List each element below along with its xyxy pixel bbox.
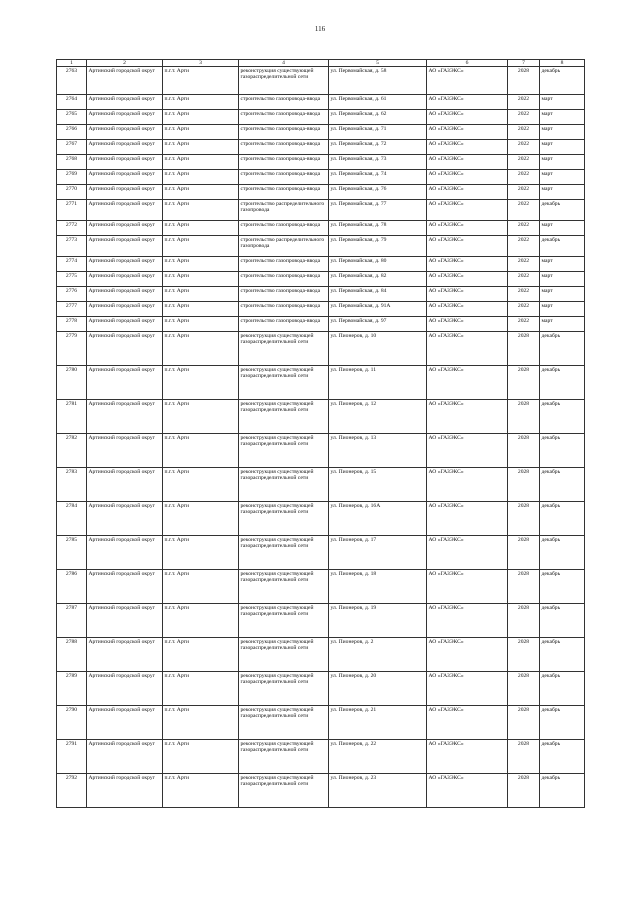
district-cell: Артинский городской округ [87, 536, 163, 570]
settlement-cell: п.г.т. Арти [163, 434, 239, 468]
month-cell: март [540, 221, 585, 236]
work-type-cell: строительство газопровода-ввода [239, 185, 329, 200]
year-cell: 2028 [508, 332, 540, 366]
work-type-cell: реконструкция существующей газораспределительной сети [239, 774, 329, 808]
month-cell: март [540, 95, 585, 110]
district-cell: Артинский городской округ [87, 400, 163, 434]
table-row [57, 604, 585, 638]
work-type-cell: реконструкция существующей газораспределительной сети [239, 434, 329, 468]
year-cell: 2028 [508, 638, 540, 672]
settlement-cell: п.г.т. Арти [163, 706, 239, 740]
district-cell: Артинский городской округ [87, 287, 163, 302]
month-cell: декабрь [540, 332, 585, 366]
address-cell: ул. Пионеров, д. 20 [329, 672, 427, 706]
work-type-cell: реконструкция существующей газораспределительной сети [239, 672, 329, 706]
address-cell: ул. Первомайская, д. 91А [329, 302, 427, 317]
district-cell: Артинский городской округ [87, 672, 163, 706]
settlement-cell: п.г.т. Арти [163, 317, 239, 332]
work-type-cell: строительство распределительного газопровода [239, 200, 329, 221]
settlement-cell: п.г.т. Арти [163, 95, 239, 110]
table-row [57, 302, 585, 317]
year-cell: 2022 [508, 200, 540, 221]
month-cell: декабрь [540, 638, 585, 672]
district-cell: Артинский городской округ [87, 110, 163, 125]
year-cell: 2028 [508, 366, 540, 400]
settlement-cell: п.г.т. Арти [163, 740, 239, 774]
district-cell: Артинский городской округ [87, 774, 163, 808]
address-cell: ул. Первомайская, д. 84 [329, 287, 427, 302]
year-cell: 2028 [508, 468, 540, 502]
page-number: 116 [314, 25, 326, 33]
month-cell: декабрь [540, 200, 585, 221]
address-cell: ул. Пионеров, д. 11 [329, 366, 427, 400]
district-cell: Артинский городской округ [87, 638, 163, 672]
table-row [57, 317, 585, 332]
year-cell: 2022 [508, 257, 540, 272]
column-number: 8 [540, 60, 585, 67]
district-cell: Артинский городской округ [87, 125, 163, 140]
organization-cell: АО «ГАЗЭКС» [427, 110, 508, 125]
district-cell: Артинский городской округ [87, 302, 163, 317]
year-cell: 2028 [508, 604, 540, 638]
address-cell: ул. Первомайская, д. 79 [329, 236, 427, 257]
year-cell: 2022 [508, 170, 540, 185]
year-cell: 2022 [508, 95, 540, 110]
year-cell: 2028 [508, 400, 540, 434]
address-cell: ул. Первомайская, д. 74 [329, 170, 427, 185]
district-cell: Артинский городской округ [87, 502, 163, 536]
district-cell: Артинский городской округ [87, 200, 163, 221]
table-body [57, 67, 585, 808]
row-number: 2770 [57, 185, 87, 200]
work-type-cell: строительство газопровода-ввода [239, 110, 329, 125]
month-cell: декабрь [540, 400, 585, 434]
year-cell: 2028 [508, 502, 540, 536]
table-row [57, 332, 585, 366]
settlement-cell: п.г.т. Арти [163, 236, 239, 257]
organization-cell: АО «ГАЗЭКС» [427, 332, 508, 366]
organization-cell: АО «ГАЗЭКС» [427, 302, 508, 317]
address-cell: ул. Пионеров, д. 18 [329, 570, 427, 604]
settlement-cell: п.г.т. Арти [163, 125, 239, 140]
work-type-cell: реконструкция существующей газораспределительной сети [239, 706, 329, 740]
row-number: 2788 [57, 638, 87, 672]
address-cell: ул. Первомайская, д. 71 [329, 125, 427, 140]
settlement-cell: п.г.т. Арти [163, 185, 239, 200]
year-cell: 2028 [508, 434, 540, 468]
row-number: 2771 [57, 200, 87, 221]
row-number: 2790 [57, 706, 87, 740]
table-row [57, 200, 585, 221]
table-row [57, 272, 585, 287]
row-number: 2785 [57, 536, 87, 570]
address-cell: ул. Первомайская, д. 78 [329, 221, 427, 236]
year-cell: 2028 [508, 740, 540, 774]
row-number: 2783 [57, 468, 87, 502]
work-type-cell: строительство газопровода-ввода [239, 95, 329, 110]
row-number: 2766 [57, 125, 87, 140]
district-cell: Артинский городской округ [87, 236, 163, 257]
month-cell: март [540, 125, 585, 140]
row-number: 2768 [57, 155, 87, 170]
work-type-cell: строительство газопровода-ввода [239, 272, 329, 287]
row-number: 2791 [57, 740, 87, 774]
row-number: 2775 [57, 272, 87, 287]
row-number: 2767 [57, 140, 87, 155]
row-number: 2784 [57, 502, 87, 536]
settlement-cell: п.г.т. Арти [163, 400, 239, 434]
month-cell: декабрь [540, 502, 585, 536]
organization-cell: АО «ГАЗЭКС» [427, 155, 508, 170]
settlement-cell: п.г.т. Арти [163, 332, 239, 366]
month-cell: март [540, 257, 585, 272]
month-cell: декабрь [540, 236, 585, 257]
column-number: 5 [329, 60, 427, 67]
row-number: 2780 [57, 366, 87, 400]
work-type-cell: строительство газопровода-ввода [239, 257, 329, 272]
settlement-cell: п.г.т. Арти [163, 604, 239, 638]
organization-cell: АО «ГАЗЭКС» [427, 400, 508, 434]
table-row [57, 125, 585, 140]
month-cell: декабрь [540, 434, 585, 468]
row-number: 2776 [57, 287, 87, 302]
settlement-cell: п.г.т. Арти [163, 570, 239, 604]
month-cell: март [540, 110, 585, 125]
month-cell: декабрь [540, 536, 585, 570]
year-cell: 2028 [508, 536, 540, 570]
organization-cell: АО «ГАЗЭКС» [427, 140, 508, 155]
address-cell: ул. Пионеров, д. 10 [329, 332, 427, 366]
settlement-cell: п.г.т. Арти [163, 221, 239, 236]
work-type-cell: реконструкция существующей газораспределительной сети [239, 67, 329, 95]
address-cell: ул. Пионеров, д. 2 [329, 638, 427, 672]
year-cell: 2022 [508, 287, 540, 302]
table-row [57, 67, 585, 95]
month-cell: март [540, 140, 585, 155]
row-number: 2781 [57, 400, 87, 434]
row-number: 2769 [57, 170, 87, 185]
organization-cell: АО «ГАЗЭКС» [427, 200, 508, 221]
work-type-cell: строительство газопровода-ввода [239, 221, 329, 236]
row-number: 2787 [57, 604, 87, 638]
district-cell: Артинский городской округ [87, 366, 163, 400]
district-cell: Артинский городской округ [87, 67, 163, 95]
column-number: 7 [508, 60, 540, 67]
table-row [57, 740, 585, 774]
organization-cell: АО «ГАЗЭКС» [427, 672, 508, 706]
address-cell: ул. Пионеров, д. 16А [329, 502, 427, 536]
district-cell: Артинский городской округ [87, 95, 163, 110]
work-type-cell: строительство газопровода-ввода [239, 170, 329, 185]
row-number: 2773 [57, 236, 87, 257]
table-row [57, 366, 585, 400]
month-cell: март [540, 317, 585, 332]
district-cell: Артинский городской округ [87, 570, 163, 604]
settlement-cell: п.г.т. Арти [163, 536, 239, 570]
address-cell: ул. Первомайская, д. 73 [329, 155, 427, 170]
district-cell: Артинский городской округ [87, 434, 163, 468]
organization-cell: АО «ГАЗЭКС» [427, 536, 508, 570]
address-cell: ул. Пионеров, д. 12 [329, 400, 427, 434]
year-cell: 2028 [508, 570, 540, 604]
district-cell: Артинский городской округ [87, 468, 163, 502]
address-cell: ул. Пионеров, д. 13 [329, 434, 427, 468]
settlement-cell: п.г.т. Арти [163, 287, 239, 302]
month-cell: декабрь [540, 366, 585, 400]
column-number: 1 [57, 60, 87, 67]
work-type-cell: реконструкция существующей газораспределительной сети [239, 502, 329, 536]
organization-cell: АО «ГАЗЭКС» [427, 740, 508, 774]
row-number: 2772 [57, 221, 87, 236]
column-number: 3 [163, 60, 239, 67]
year-cell: 2028 [508, 672, 540, 706]
settlement-cell: п.г.т. Арти [163, 672, 239, 706]
year-cell: 2022 [508, 140, 540, 155]
table-row [57, 672, 585, 706]
settlement-cell: п.г.т. Арти [163, 302, 239, 317]
month-cell: март [540, 302, 585, 317]
organization-cell: АО «ГАЗЭКС» [427, 774, 508, 808]
row-number: 2789 [57, 672, 87, 706]
organization-cell: АО «ГАЗЭКС» [427, 570, 508, 604]
work-type-cell: строительство газопровода-ввода [239, 140, 329, 155]
address-cell: ул. Первомайская, д. 58 [329, 67, 427, 95]
month-cell: декабрь [540, 740, 585, 774]
year-cell: 2022 [508, 125, 540, 140]
work-type-cell: строительство газопровода-ввода [239, 155, 329, 170]
table-row [57, 287, 585, 302]
row-number: 2764 [57, 95, 87, 110]
settlement-cell: п.г.т. Арти [163, 170, 239, 185]
settlement-cell: п.г.т. Арти [163, 502, 239, 536]
district-cell: Артинский городской округ [87, 155, 163, 170]
address-cell: ул. Первомайская, д. 97 [329, 317, 427, 332]
work-type-cell: строительство газопровода-ввода [239, 125, 329, 140]
year-cell: 2028 [508, 67, 540, 95]
row-number: 2792 [57, 774, 87, 808]
district-cell: Артинский городской округ [87, 332, 163, 366]
row-number: 2782 [57, 434, 87, 468]
month-cell: декабрь [540, 570, 585, 604]
column-number-row [57, 60, 585, 67]
organization-cell: АО «ГАЗЭКС» [427, 257, 508, 272]
work-type-cell: реконструкция существующей газораспределительной сети [239, 536, 329, 570]
column-number: 2 [87, 60, 163, 67]
work-type-cell: строительство газопровода-ввода [239, 287, 329, 302]
year-cell: 2022 [508, 155, 540, 170]
district-cell: Артинский городской округ [87, 221, 163, 236]
organization-cell: АО «ГАЗЭКС» [427, 317, 508, 332]
settlement-cell: п.г.т. Арти [163, 200, 239, 221]
work-type-cell: строительство газопровода-ввода [239, 302, 329, 317]
organization-cell: АО «ГАЗЭКС» [427, 638, 508, 672]
organization-cell: АО «ГАЗЭКС» [427, 468, 508, 502]
registry-table [56, 59, 585, 808]
organization-cell: АО «ГАЗЭКС» [427, 366, 508, 400]
year-cell: 2022 [508, 272, 540, 287]
row-number: 2777 [57, 302, 87, 317]
table-row [57, 95, 585, 110]
row-number: 2774 [57, 257, 87, 272]
settlement-cell: п.г.т. Арти [163, 638, 239, 672]
work-type-cell: реконструкция существующей газораспределительной сети [239, 332, 329, 366]
organization-cell: АО «ГАЗЭКС» [427, 95, 508, 110]
address-cell: ул. Пионеров, д. 22 [329, 740, 427, 774]
work-type-cell: реконструкция существующей газораспределительной сети [239, 366, 329, 400]
table-row [57, 468, 585, 502]
district-cell: Артинский городской округ [87, 604, 163, 638]
district-cell: Артинский городской округ [87, 257, 163, 272]
table-row [57, 140, 585, 155]
settlement-cell: п.г.т. Арти [163, 468, 239, 502]
year-cell: 2022 [508, 110, 540, 125]
address-cell: ул. Пионеров, д. 15 [329, 468, 427, 502]
year-cell: 2022 [508, 221, 540, 236]
table-row [57, 236, 585, 257]
district-cell: Артинский городской округ [87, 317, 163, 332]
table-row [57, 257, 585, 272]
year-cell: 2022 [508, 236, 540, 257]
table-row [57, 110, 585, 125]
district-cell: Артинский городской округ [87, 706, 163, 740]
table-row [57, 502, 585, 536]
settlement-cell: п.г.т. Арти [163, 155, 239, 170]
row-number: 2778 [57, 317, 87, 332]
month-cell: март [540, 155, 585, 170]
address-cell: ул. Первомайская, д. 82 [329, 272, 427, 287]
district-cell: Артинский городской округ [87, 140, 163, 155]
table-row [57, 185, 585, 200]
organization-cell: АО «ГАЗЭКС» [427, 287, 508, 302]
organization-cell: АО «ГАЗЭКС» [427, 185, 508, 200]
organization-cell: АО «ГАЗЭКС» [427, 236, 508, 257]
district-cell: Артинский городской округ [87, 170, 163, 185]
work-type-cell: реконструкция существующей газораспределительной сети [239, 604, 329, 638]
month-cell: декабрь [540, 706, 585, 740]
work-type-cell: строительство газопровода-ввода [239, 317, 329, 332]
month-cell: март [540, 287, 585, 302]
organization-cell: АО «ГАЗЭКС» [427, 221, 508, 236]
month-cell: март [540, 185, 585, 200]
table-row [57, 155, 585, 170]
year-cell: 2028 [508, 774, 540, 808]
month-cell: декабрь [540, 67, 585, 95]
table-row [57, 400, 585, 434]
row-number: 2765 [57, 110, 87, 125]
settlement-cell: п.г.т. Арти [163, 366, 239, 400]
address-cell: ул. Первомайская, д. 61 [329, 95, 427, 110]
month-cell: декабрь [540, 468, 585, 502]
work-type-cell: строительство распределительного газопровода [239, 236, 329, 257]
table-row [57, 536, 585, 570]
address-cell: ул. Первомайская, д. 72 [329, 140, 427, 155]
settlement-cell: п.г.т. Арти [163, 257, 239, 272]
row-number: 2779 [57, 332, 87, 366]
address-cell: ул. Первомайская, д. 76 [329, 185, 427, 200]
organization-cell: АО «ГАЗЭКС» [427, 67, 508, 95]
row-number: 2786 [57, 570, 87, 604]
address-cell: ул. Первомайская, д. 62 [329, 110, 427, 125]
district-cell: Артинский городской округ [87, 740, 163, 774]
table-row [57, 221, 585, 236]
month-cell: март [540, 272, 585, 287]
year-cell: 2022 [508, 317, 540, 332]
settlement-cell: п.г.т. Арти [163, 272, 239, 287]
organization-cell: АО «ГАЗЭКС» [427, 706, 508, 740]
organization-cell: АО «ГАЗЭКС» [427, 125, 508, 140]
column-number: 6 [427, 60, 508, 67]
organization-cell: АО «ГАЗЭКС» [427, 434, 508, 468]
organization-cell: АО «ГАЗЭКС» [427, 170, 508, 185]
column-number: 4 [239, 60, 329, 67]
organization-cell: АО «ГАЗЭКС» [427, 272, 508, 287]
organization-cell: АО «ГАЗЭКС» [427, 502, 508, 536]
month-cell: декабрь [540, 604, 585, 638]
table-row [57, 570, 585, 604]
table-row [57, 774, 585, 808]
work-type-cell: реконструкция существующей газораспределительной сети [239, 570, 329, 604]
settlement-cell: п.г.т. Арти [163, 110, 239, 125]
work-type-cell: реконструкция существующей газораспределительной сети [239, 400, 329, 434]
year-cell: 2022 [508, 302, 540, 317]
address-cell: ул. Первомайская, д. 77 [329, 200, 427, 221]
table-row [57, 706, 585, 740]
district-cell: Артинский городской округ [87, 185, 163, 200]
settlement-cell: п.г.т. Арти [163, 140, 239, 155]
table-row [57, 434, 585, 468]
row-number: 2763 [57, 67, 87, 95]
month-cell: декабрь [540, 672, 585, 706]
organization-cell: АО «ГАЗЭКС» [427, 604, 508, 638]
work-type-cell: реконструкция существующей газораспределительной сети [239, 740, 329, 774]
table-row [57, 638, 585, 672]
address-cell: ул. Пионеров, д. 23 [329, 774, 427, 808]
year-cell: 2022 [508, 185, 540, 200]
district-cell: Артинский городской округ [87, 272, 163, 287]
year-cell: 2028 [508, 706, 540, 740]
address-cell: ул. Первомайская, д. 80 [329, 257, 427, 272]
address-cell: ул. Пионеров, д. 17 [329, 536, 427, 570]
month-cell: март [540, 170, 585, 185]
address-cell: ул. Пионеров, д. 19 [329, 604, 427, 638]
month-cell: декабрь [540, 774, 585, 808]
settlement-cell: п.г.т. Арти [163, 67, 239, 95]
table-row [57, 170, 585, 185]
work-type-cell: реконструкция существующей газораспределительной сети [239, 468, 329, 502]
work-type-cell: реконструкция существующей газораспределительной сети [239, 638, 329, 672]
address-cell: ул. Пионеров, д. 21 [329, 706, 427, 740]
settlement-cell: п.г.т. Арти [163, 774, 239, 808]
